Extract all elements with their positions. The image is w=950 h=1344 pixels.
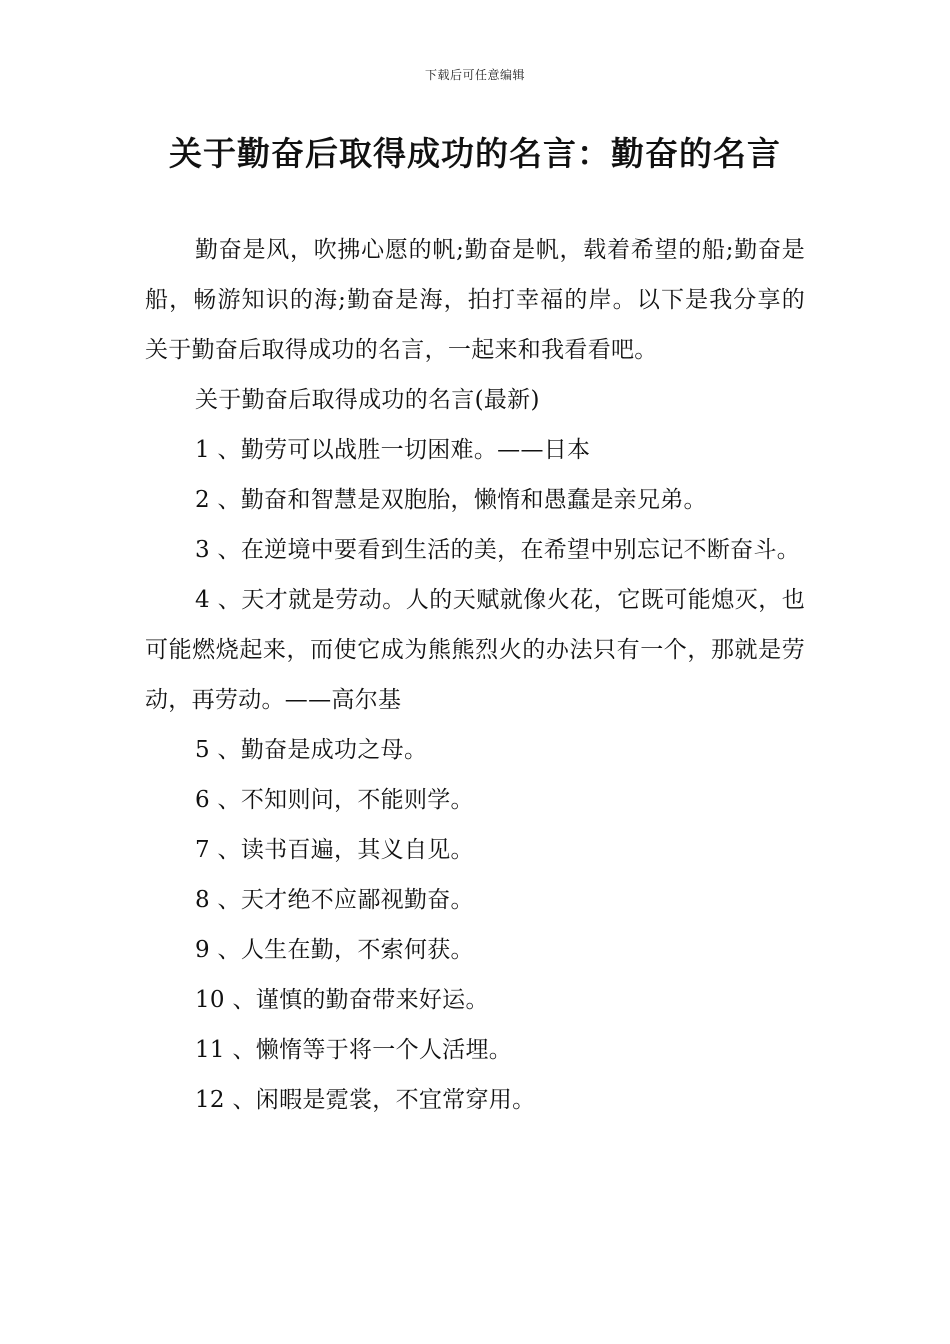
header-note: 下载后可任意编辑 [424, 68, 525, 82]
quote-item-1: 1 、勤劳可以战胜一切困难。——日本 [195, 437, 591, 463]
quote-item-2: 2 、勤奋和智慧是双胞胎，懒惰和愚蠢是亲兄弟。 [195, 487, 707, 513]
quote-item-11: 11 、懒惰等于将一个人活埋。 [195, 1037, 513, 1063]
quote-item-4: 4 、天才就是劳动。人的天赋就像火花，它既可能熄灭，也可能燃烧起来，而使它成为熊熊烈火的办法只有一个，那就是劳动，再劳动。——高尔基 [145, 587, 805, 713]
quote-item-9: 9 、人生在勤，不索何获。 [195, 937, 474, 963]
quote-item-3: 3 、在逆境中要看到生活的美，在希望中别忘记不断奋斗。 [195, 537, 801, 563]
section-heading: 关于勤奋后取得成功的名言(最新) [195, 387, 540, 413]
intro-paragraph: 勤奋是风，吹拂心愿的帆;勤奋是帆，载着希望的船;勤奋是船，畅游知识的海;勤奋是海，拍打幸福的岸。以下是我分享的关于勤奋后取得成功的名言，一起来和我看看吧。 [145, 237, 805, 363]
page-title: 关于勤奋后取得成功的名言：勤奋的名言 [169, 134, 781, 173]
document-body [145, 225, 805, 1125]
quote-item-7: 7 、读书百遍，其义自见。 [195, 837, 474, 863]
quote-item-10: 10 、谨慎的勤奋带来好运。 [195, 987, 489, 1013]
quote-item-8: 8 、天才绝不应鄙视勤奋。 [195, 887, 474, 913]
quote-item-12: 12 、闲暇是霓裳，不宜常穿用。 [195, 1087, 536, 1113]
quote-item-5: 5 、勤奋是成功之母。 [195, 737, 428, 763]
quote-item-6: 6 、不知则问，不能则学。 [195, 787, 474, 813]
